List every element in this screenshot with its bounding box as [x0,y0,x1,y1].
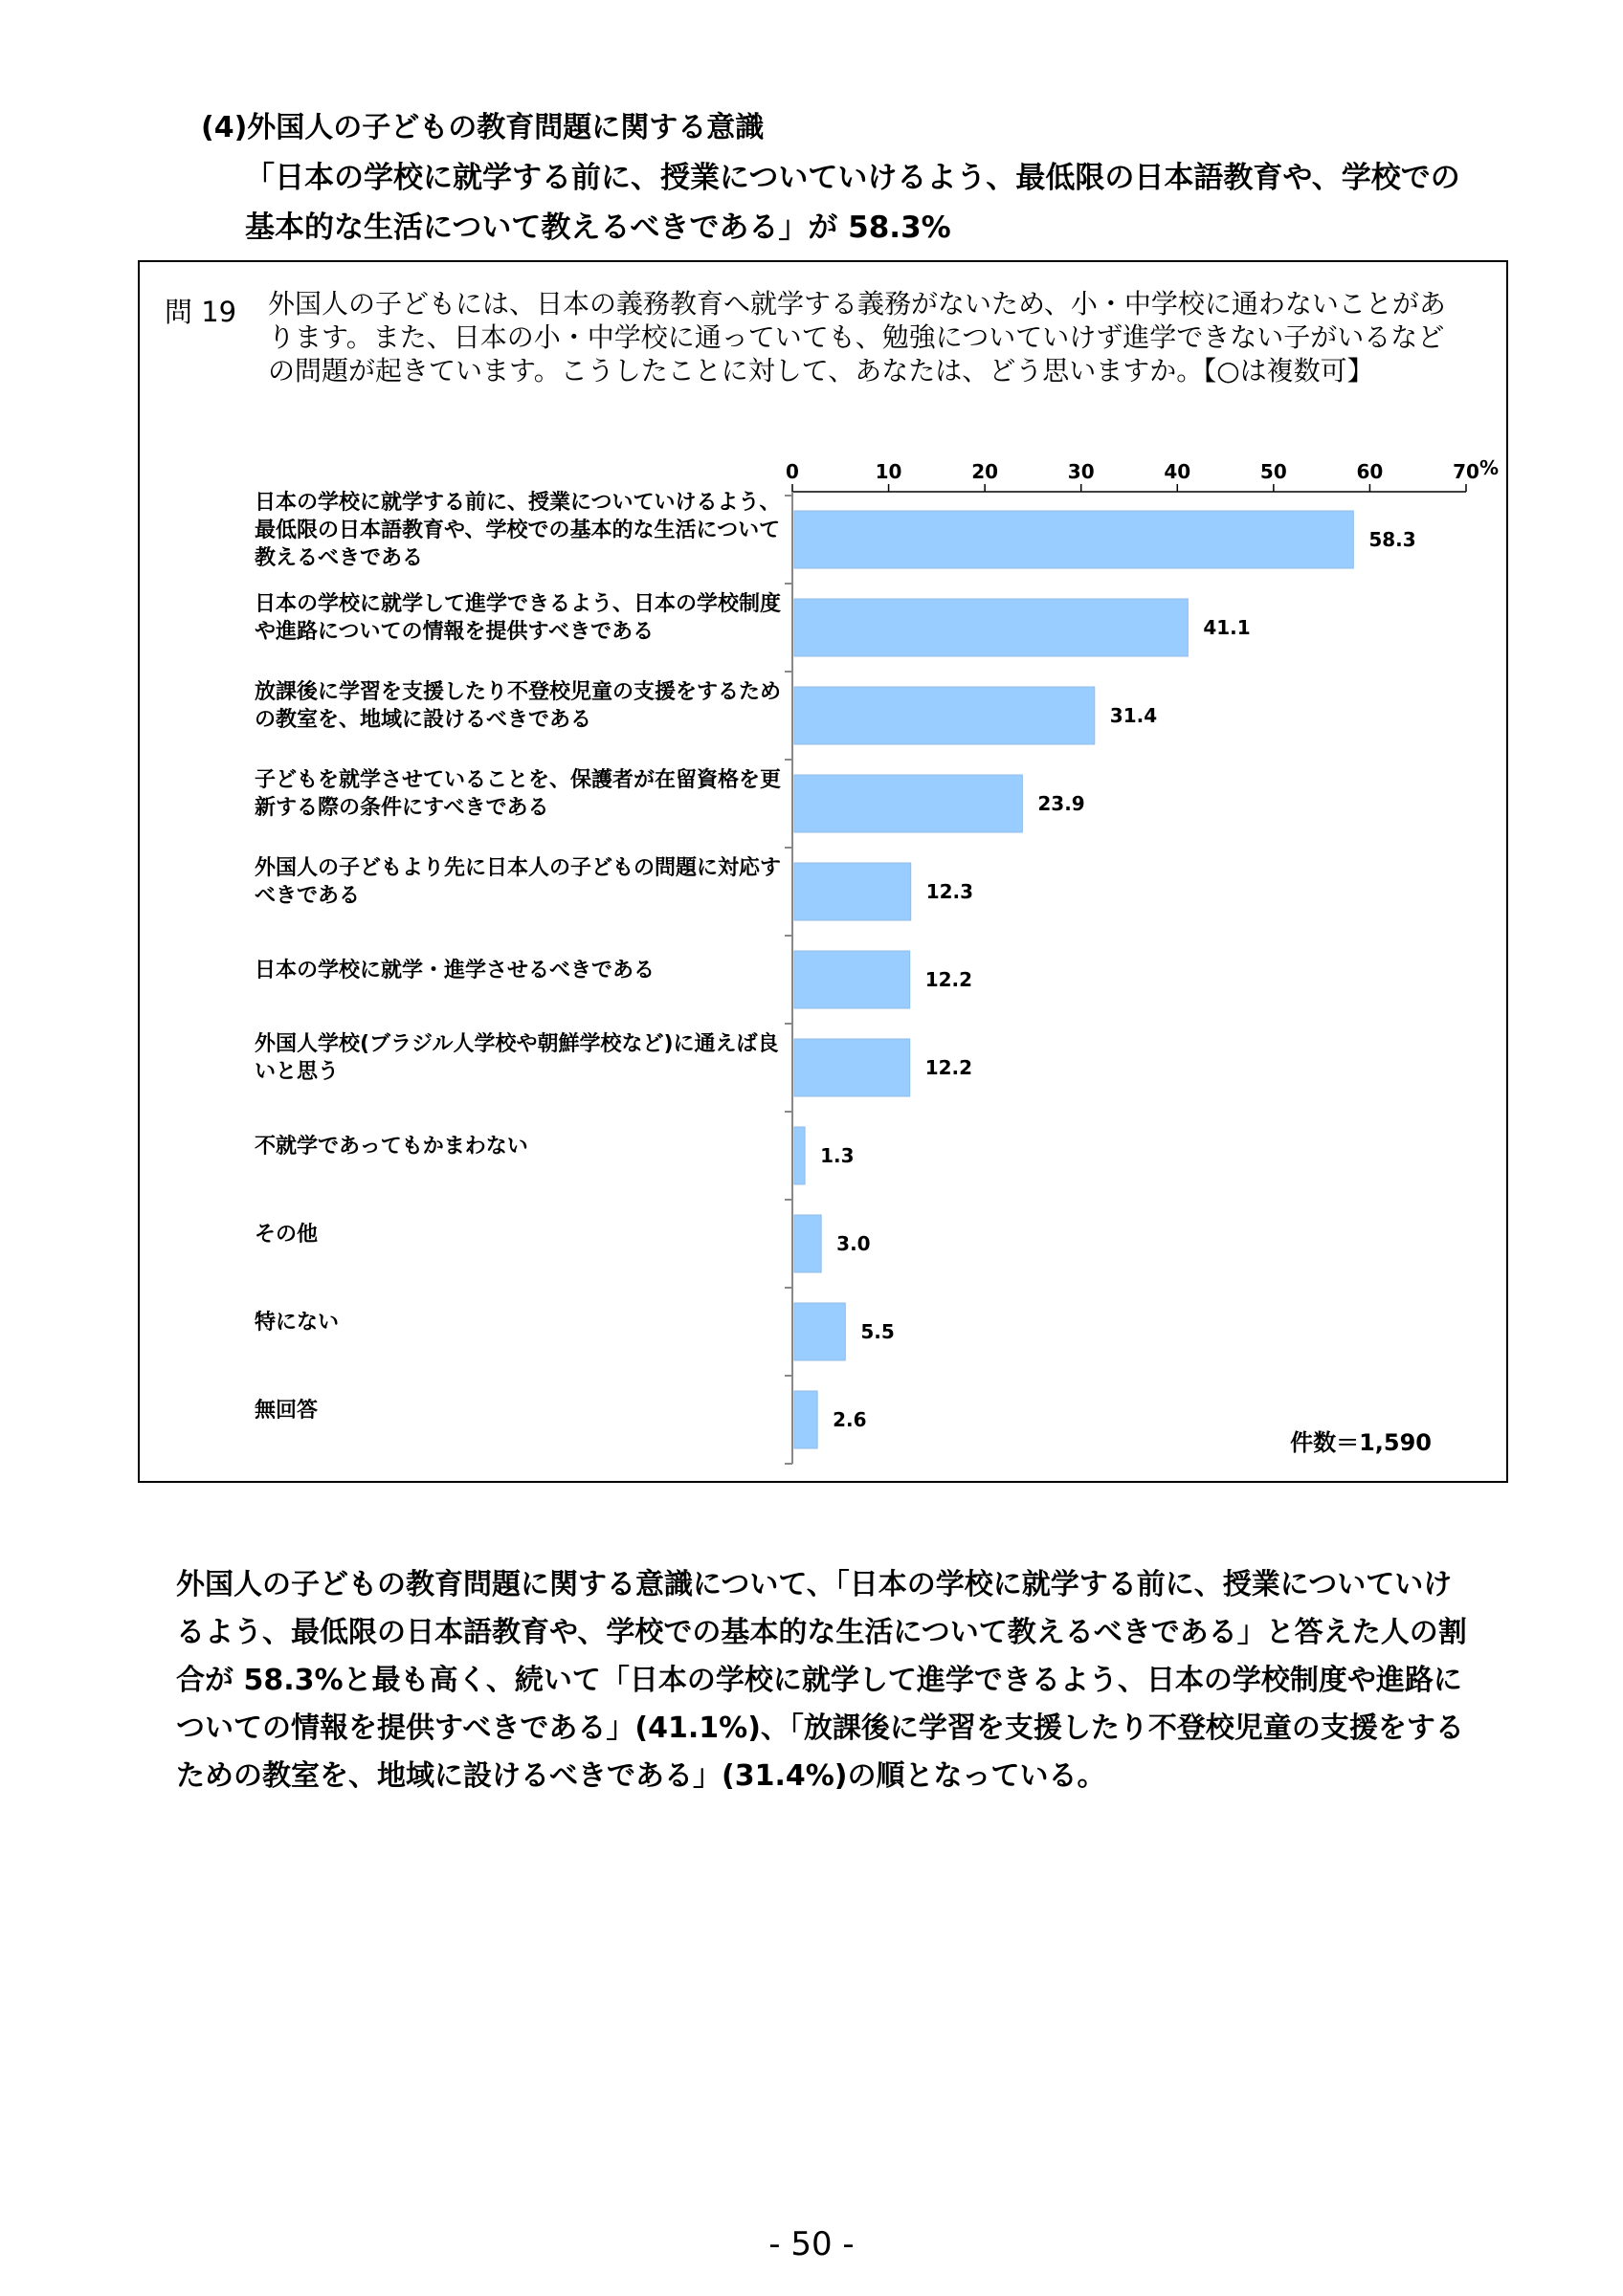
bar [794,1215,821,1272]
category-label: 無回答 [255,1398,319,1423]
bar-value-label: 1.3 [820,1144,855,1167]
headline: 「日本の学校に就学する前に、授業についていけるよう、最低限の日本語教育や、学校での基本的な生活について教えるべきである」が 58.3% [245,161,1460,245]
bar [794,951,910,1008]
category-label: 日本の学校に就学して進学できるよう、日本の学校制度や進路についての情報を提供すべきである [255,592,782,644]
category-label: 放課後に学習を支援したり不登校児童の支援をするための教室を、地域に設けるべきである [255,680,782,732]
page-number: - 50 - [768,2225,855,2263]
bar [794,1127,805,1184]
bar-value-label: 58.3 [1368,528,1416,551]
category-label: 日本の学校に就学する前に、授業についていけるよう、最低限の日本語教育や、学校での基本的な生活について教えるべきである [255,490,781,570]
x-tick-label: 50 [1259,460,1287,483]
x-tick-label: 10 [875,460,902,483]
category-label: その他 [255,1222,319,1247]
x-tick-label: 20 [971,460,999,483]
respondent-count: 件数＝1,590 [1290,1429,1432,1456]
category-label: 外国人の子どもより先に日本人の子どもの問題に対応すべきである [255,856,782,908]
bar-value-label: 12.3 [925,880,974,903]
bar-value-label: 23.9 [1037,792,1085,815]
category-label: 不就学であってもかまわない [255,1134,528,1159]
bar-value-label: 5.5 [860,1320,895,1343]
question-text: 外国人の子どもには、日本の義務教育へ就学する義務がないため、小・中学校に通わないことがあります。また、日本の小・中学校に通っていても、勉強についていけず進学できない子がいるなどの問題が起きています。こうしたことに対して、あなたは、どう思いますか。【○は複数可】 [268,288,1446,386]
bar-value-label: 12.2 [924,1056,973,1079]
body-paragraph: 外国人の子どもの教育問題に関する意識について、「日本の学校に就学する前に、授業についていけるよう、最低限の日本語教育や、学校での基本的な生活について教えるべきである」と答えた人の割合が 58.3%と最も高く、続いて「日本の学校に就学して進学できるよう、日本の学校制度や進路についての情報を提供すべきである」(41.1%)、「放課後に学習を支援したり不登校児童の支援をするための教室を、地域に設けるべきである」(31.4%)の順となっている。 [176,1568,1467,1793]
bar-value-label: 12.2 [924,968,973,991]
section-title: (4)外国人の子どもの教育問題に関する意識 [201,111,765,144]
category-label: 外国人学校(ブラジル人学校や朝鮮学校など)に通えば良いと思う [255,1032,779,1084]
x-tick-label: 70 [1453,460,1479,483]
bar [794,775,1022,832]
x-tick-label: 0 [786,460,799,483]
category-label: 子どもを就学させていることを、保護者が在留資格を更新する際の条件にすべきである [255,768,782,820]
bar-value-label: 2.6 [833,1408,867,1431]
bar [794,1039,910,1096]
bar [794,687,1095,744]
question-number: 問 19 [165,296,237,328]
x-tick-label: 30 [1067,460,1095,483]
bar [794,599,1188,656]
bar [794,1391,817,1448]
category-label: 特にない [255,1310,340,1335]
bar-value-label: 3.0 [836,1232,871,1255]
bar-chart [140,262,1506,1481]
x-tick-label: 60 [1356,460,1384,483]
x-tick-label: 40 [1164,460,1191,483]
x-unit-label: % [1479,456,1500,479]
bar-value-label: 31.4 [1109,704,1158,727]
bar [794,511,1353,568]
bar [794,863,911,920]
question-frame [138,260,1508,1483]
category-label: 日本の学校に就学・進学させるべきである [255,958,656,982]
bar [794,1303,845,1360]
bar-value-label: 41.1 [1203,616,1251,639]
